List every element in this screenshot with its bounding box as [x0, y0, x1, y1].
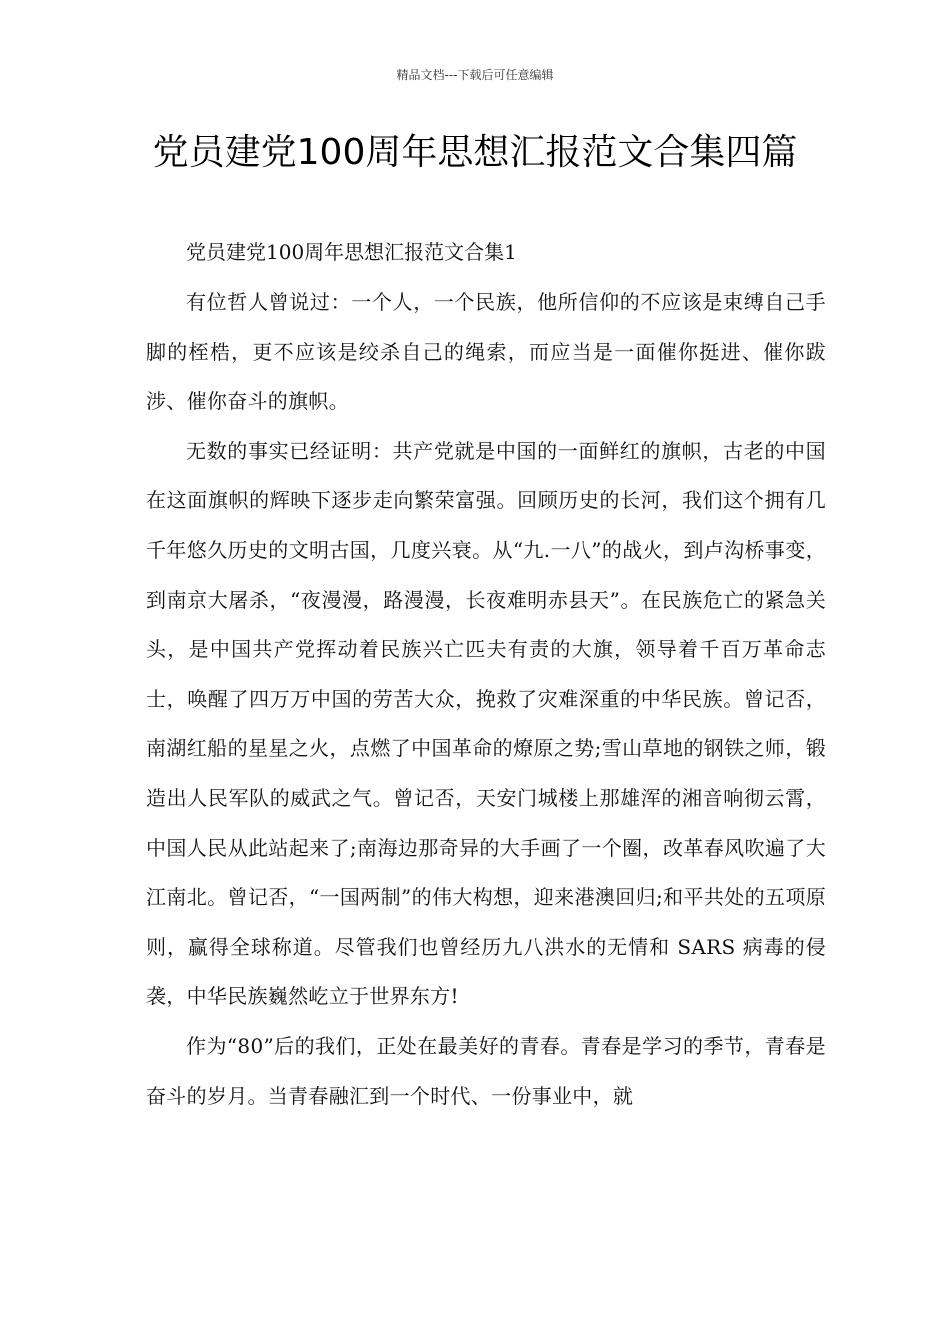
paragraph-1: 有位哲人曾说过：一个人，一个民族，他所信仰的不应该是束缚自己手脚的桎梏，更不应该是绞杀自己的绳索，而应当是一面催你挺进、催你跋涉、催你奋斗的旗帜。 — [146, 290, 826, 414]
header-note: 精品文档---下载后可任意编辑 — [396, 68, 554, 82]
document-title: 党员建党100周年思想汇报范文合集四篇 — [152, 132, 798, 173]
paragraph-3: 作为“80”后的我们，正处在最美好的青春。青春是学习的季节，青春是奋斗的岁月。当青春融汇到一个时代、一份事业中，就 — [146, 1033, 826, 1108]
paragraph-2: 无数的事实已经证明：共产党就是中国的一面鲜红的旗帜，古老的中国在这面旗帜的辉映下逐步走向繁荣富强。回顾历史的长河，我们这个拥有几千年悠久历史的文明古国，几度兴衰。从“九.一八”的战火，到卢沟桥事变，到南京大屠杀，“夜漫漫，路漫漫，长夜难明赤县天”。在民族危亡的紧急关头，是中国共产党挥动着民族兴亡匹夫有责的大旗，领导着千百万革命志士，唤醒了四万万中国的劳苦大众，挽救了灾难深重的中华民族。曾记否，南湖红船的星星之火，点燃了中国革命的燎原之势;雪山草地的钢铁之师，锻造出人民军队的威武之气。曾记否，天安门城楼上那雄浑的湘音响彻云霄，中国人民从此站起来了;南海边那奇异的大手画了一个圈，改革春风吹遍了大江南北。曾记否，“一国两制”的伟大构想，迎来港澳回归;和平共处的五项原则，赢得全球称道。尽管我们也曾经历九八洪水的无情和 SARS 病毒的侵袭，中华民族巍然屹立于世界东方! — [146, 438, 826, 1009]
document-body — [146, 232, 826, 1121]
section-heading: 党员建党100周年思想汇报范文合集1 — [186, 240, 517, 264]
